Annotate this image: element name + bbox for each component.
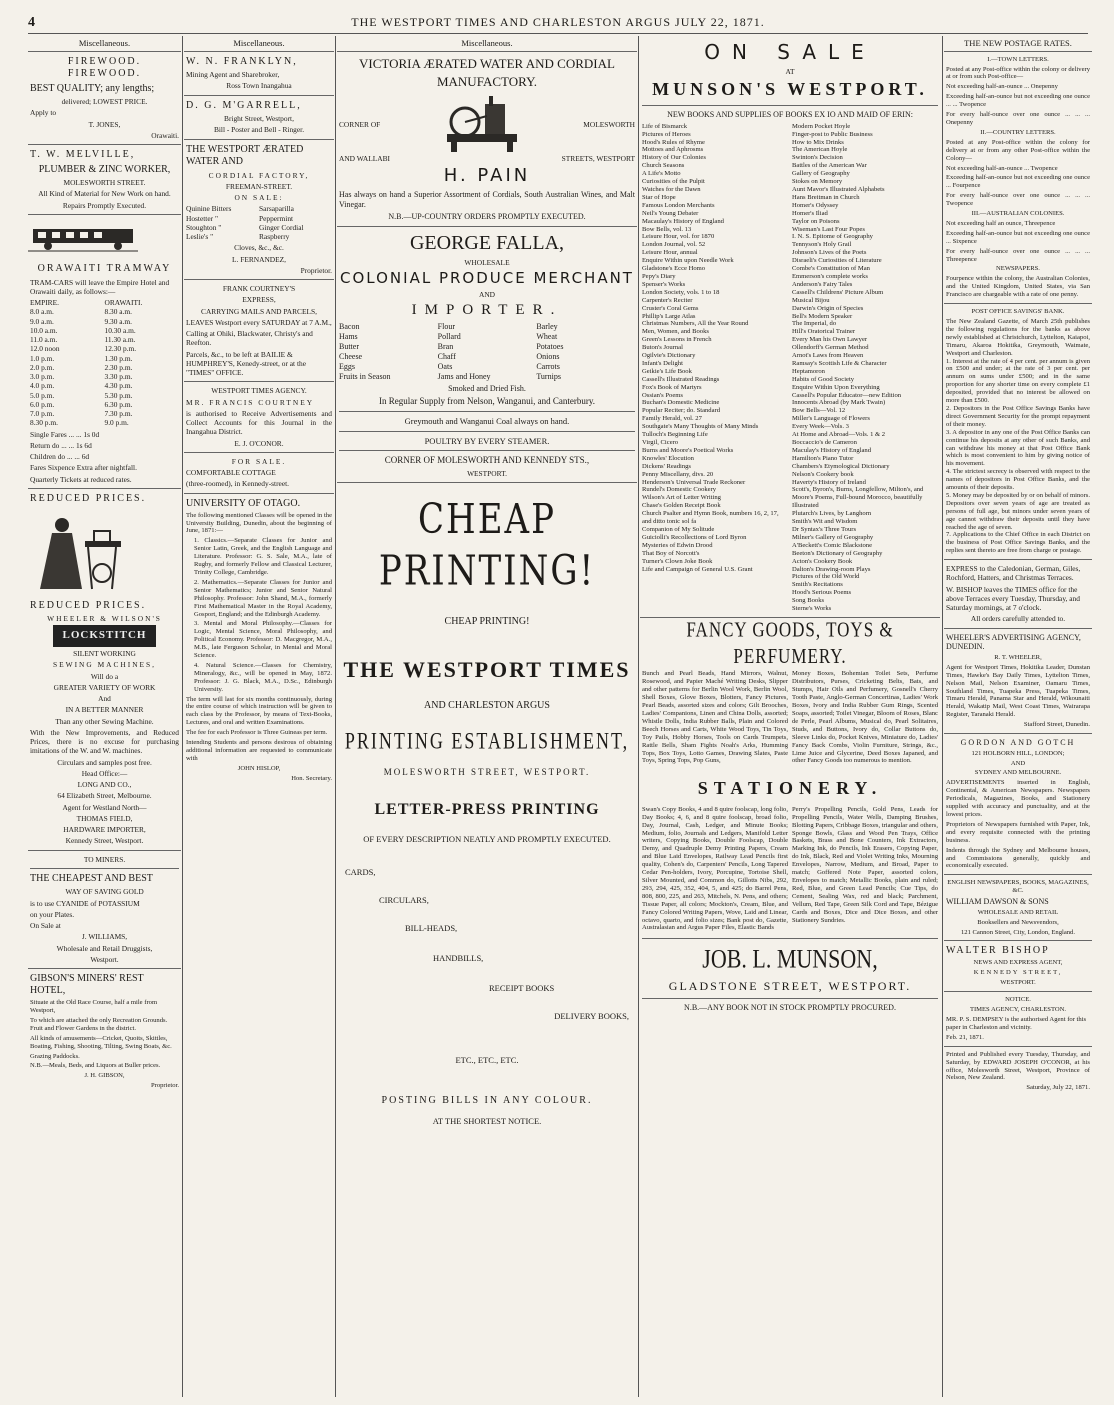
- timetable-cell: 1.30 p.m.: [104, 353, 133, 363]
- drink-item: Hostetter ": [186, 213, 218, 223]
- book-title: Famous London Merchants: [642, 201, 715, 209]
- book-title: That Boy of Norcott's: [642, 549, 700, 557]
- timetable-cell: 2.30 p.m.: [104, 362, 133, 372]
- book-title: Penny Miscellany, divs. 20: [642, 470, 714, 478]
- falla-ad: GEORGE FALLA, WHOLESALE COLONIAL PRODUCE MERCHANT AND IMPORTER. Bacon Flour Barley Hams Pollard Wheat Butter Bran Potatoes Cheese Chaff Onions Eggs Oats Carrots Fruits in Season Jams and Honey Turnips Smoked and Dried Fish. In Regular Supply from Nelson, Wanganui, and Canterbury. Greymouth and Wanganui Coal always on hand. POULTRY BY EVERY STEAMER. CORNER OF MOLESWORTH AND KENNEDY STS., WESTPORT.: [339, 231, 634, 478]
- pain-name: H. PAIN: [443, 165, 531, 187]
- column-rule: [182, 36, 183, 1397]
- book-title: London Journal, vol. 52: [642, 241, 706, 249]
- postage-line: For every half-ounce over one ounce ... ... ... Onepenny: [946, 111, 1090, 126]
- postage-heading: NEWSPAPERS.: [996, 265, 1040, 273]
- timetable-row: [30, 372, 179, 381]
- timetable-row: [30, 363, 179, 372]
- miners-ad: TO MINERS. THE CHEAPEST AND BEST WAY OF SAVING GOLD is to use CYANIDE of POTASSIUM on your Plates. On Sale at J. WILLIAMS, Wholesale and Retail Druggists, Westport.: [30, 855, 179, 965]
- book-title: Knowles' Elocution: [642, 454, 694, 462]
- produce-row: [339, 372, 635, 382]
- produce-item: Carrots: [536, 361, 560, 371]
- firewood-ad: FIREWOOD. FIREWOOD. BEST QUALITY; any lengths; delivered; LOWEST PRICE. Apply to T. JONES, Orawaiti.: [30, 55, 179, 140]
- munson-name: MUNSON'S WESTPORT.: [652, 79, 928, 100]
- drink-item: Quinine Bitters: [186, 204, 232, 214]
- timetable-row: [30, 409, 179, 418]
- timetable-row: [30, 335, 179, 344]
- imprint: Printed and Published every Tuesday, Thursday, and Saturday, by EDWARD JOSEPH O'CONOR, at his office, Molesworth Street, Westport, Province of Nelson, New Zealand. Saturday, July 22, 1871.: [946, 1050, 1090, 1092]
- book-title: Musical Bijou: [792, 296, 830, 304]
- postage-heading: II.—COUNTRY LETTERS.: [980, 128, 1056, 136]
- book-title: Miller's Language of Flowers: [792, 415, 870, 423]
- book-title: A Life's Motto: [642, 170, 681, 178]
- timetable-cell: 2.0 p.m.: [30, 362, 55, 372]
- sewing-woman-engraving: [30, 511, 130, 591]
- book-title: Dalton's Drawing-room Plays: [792, 565, 871, 573]
- timetable-row: [30, 400, 179, 409]
- book-title: Aunt Mavor's Illustrated Alphabets: [792, 186, 885, 193]
- book-title: Life and Campaign of General U.S. Grant: [642, 565, 753, 573]
- book-title: Bow Bells—Vol. 12: [792, 407, 846, 415]
- courtney-express-ad: FRANK COURTNEY'S EXPRESS, CARRYING MAILS AND PARCELS, LEAVES Westport every SATURDAY at 7 A.M., Calling at Ohiki, Blackwater, Christy's and Reefton. Parcels, &c., to be left at BAILIE & HUMPHREY'S, Kenedy-street, or at the "TIMES" OFFICE.: [186, 284, 332, 378]
- column-3: [337, 36, 637, 1397]
- book-title: Spenser's Works: [642, 280, 686, 288]
- book-title: Haverty's History of Ireland: [792, 478, 866, 486]
- book-title: Mottoes and Aphrosms: [642, 146, 704, 154]
- timetable-cell: 11.0 a.m.: [30, 335, 58, 345]
- melville-ad: T. W. MELVILLE, PLUMBER & ZINC WORKER, MOLESWORTH STREET. All Kind of Material for New Work on hand. Repairs Promptly Executed.: [30, 149, 171, 210]
- timetable-cell: 5.30 p.m.: [104, 390, 133, 400]
- franklyn-ad: W. N. FRANKLYN, Mining Agent and Sharebroker, Ross Town Inangahua: [186, 55, 298, 91]
- book-title: Enquire Within Upon Everything: [792, 383, 880, 391]
- timetable-cell: 6.30 p.m.: [104, 399, 133, 409]
- drink-item: Leslie's ": [186, 232, 214, 242]
- drinks-list: [186, 204, 332, 241]
- column-2: [184, 36, 334, 1397]
- express-terraces-ad: EXPRESS to the Caledonian, German, Giles, Rochford, Hatters, and Christmas Terraces. W. BISHOP leaves the TIMES office for the above Terraces every Tuesday, Thursday, and Saturday mornings, at 7 o'clock. All orders carefully attended to.: [946, 564, 1081, 624]
- book-title: Habits of Good Society: [792, 375, 855, 383]
- timetable-cell: 10.0 a.m.: [30, 325, 58, 335]
- produce-item: Oats: [437, 361, 453, 371]
- timetable-row: [30, 317, 179, 326]
- book-title: Rundel's Domestic Cookery: [642, 486, 717, 494]
- postage-line: Posted at any Post-office within the colony for delivery at or from any other Post-office within the Colony—: [946, 138, 1090, 162]
- produce-item: Bacon: [339, 321, 360, 331]
- book-title: Turner's Clown Joke Book: [642, 557, 713, 565]
- book-title: Watches for the Dawn: [642, 186, 701, 193]
- book-title: Guiciolli's Recollections of Lord Byron: [642, 533, 747, 541]
- book-title: Cruster's Coral Gems: [642, 304, 699, 312]
- book-title: Innocents Abroad (by Mark Twain): [792, 399, 886, 407]
- book-title: Heptamoron: [792, 367, 825, 375]
- produce-item: Fruits in Season: [339, 371, 391, 381]
- timetable-cell: 8.0 a.m.: [30, 307, 54, 317]
- book-title: London Society, vols. 1 to 18: [642, 288, 720, 296]
- book-title: Tulloch's Beginning Life: [642, 431, 708, 439]
- postage-heading: III.—AUSTRALIAN COLONIES.: [971, 210, 1065, 218]
- book-title: Ollendorff's German Method: [792, 344, 869, 352]
- charleston-agency-notice: NOTICE. TIMES AGENCY, CHARLESTON. MR. P. S. DEMPSEY is the authorised Agent for this paper in Charleston and vicinity. Feb. 21, 1871.: [946, 996, 1087, 1041]
- book-title: Taylor on Poisons: [792, 217, 840, 225]
- section-caption: Miscellaneous.: [337, 36, 637, 52]
- book-title: Ossian's Poems: [642, 391, 683, 399]
- timetable-cell: 4.0 p.m.: [30, 381, 55, 391]
- book-title: Milner's Gallery of Geography: [792, 533, 874, 541]
- book-title: The Imperial, do: [792, 320, 837, 328]
- cheap-printing-headline: CHEAP PRINTING!: [378, 495, 596, 595]
- timetable-cell: 3.30 p.m.: [104, 372, 133, 382]
- timetable-cell: 12.30 p.m.: [104, 344, 137, 354]
- savings-bank-notice: POST OFFICE SAVINGS' BANK. The New Zealand Gazette, of March 25th publishes the following regulations for the banks as above newly established at Christchurch, Lyttelton, Kaiapoi, Timaru, Akaroa Hokitika, Greymouth, Waimate, Westport and Charleston. 1. Interest at the rate of 4 per cent. per annum is given on £500 and under; at the rate of 3 per cent. per annum on sums under £500; and in the same proportion for any shorter time on every complete £1 deposited, provided that no interest be allowed on more than £500. 2. Depositors in the Post Office Savings Banks have direct Government Security for the prompt repayment of their money. 3. A depositor in any one of the Post Office Banks can continue his deposits at any other of such Banks, and can withdraw his money at that Post Office Bank which is most convenient to him by giving notice of his movement. 4. The strictest secrecy is observed with respect to the names of depositors in Post Office Banks, and the amounts of their deposits. 5. Money may be deposited by or on behalf of minors. Depositors over seven years of age are treated as persons of full age, but minors under seven years of age cannot withdraw their deposits until they have reached the age of seven. 7. Applications to the Chief Office in each District on the business of Post Office Savings Banks, and the replies sent thereto are free from charge or postage.: [946, 308, 1090, 555]
- book-title: Hans Breitman in Church: [792, 193, 860, 201]
- book-title: I. N. S. Epitome of Geography: [792, 233, 873, 241]
- page-number: 4: [28, 14, 36, 30]
- book-title: Pictures of the Old World: [792, 573, 860, 581]
- otago-university-ad: UNIVERSITY OF OTAGO. The following mentioned Classes will be opened in the University Building, Dunedin, about the beginning of June, 1871:— 1. Classics.—Separate Classes for Junior and Senior Latin, Greek, and the English Language and Literature. Professor: G. S. Sale, M.A., late of Rugby, and formerly Fellow and Classical Lecturer, Trinity College, Cambridge. 2. Mathematics.—Separate Classes for Junior and Senior Mathematics; Junior and Senior Natural Philosophy. Professor: John Shand, M.A., formerly First Mathematical Master in the Royal Academy, Gosport, England; and the Edinburgh Academy. 3. Mental and Moral Philosophy.—Classes for Logic, Mental Science, Moral Philosophy, and Political Economy. Professor: D. Macgregor, M.A., M.B., late Ferguson Scholar, in Mental and Moral Science. 4. Natural Science.—Classes for Chemistry, Mineralogy, &c., will be opened in May, 1872. Professor: J. G. Black, M.A., D.Sc., Edinburgh University. The term will last for six months continuously, during the entire course of which instruction will be given to each class by the Professor, by means of Text-Books, Lectures, and oral and written Examinations. The fee for each Professor is Three Guineas per term. Intending Students and persons desirous of obtaining additional information are requested to communicate with JOHN HISLOP, Hon. Secretary.: [186, 497, 332, 782]
- timetable-row: [30, 418, 179, 427]
- steam-engine-engraving: [437, 94, 527, 154]
- postage-line: For every half-ounce over one ounce ... ... ... Threepence: [946, 247, 1090, 263]
- postage-rates: [946, 56, 1090, 299]
- book-title: Bow Bells, vol. 13: [642, 225, 692, 233]
- postage-line: Exceeding half-an-ounce but not exceeding one ounce ... Sixpence: [946, 229, 1090, 245]
- book-title: Men, Women, and Books: [642, 328, 709, 336]
- munson-books-ad: ON SALE AT MUNSON'S WESTPORT. NEW BOOKS AND SUPPLIES OF BOOKS EX IO AND MAID OF ERIN: Life of Bismarck Pictures of Heroes Hood's Rules of Rhyme Mottoes and Aphrosms History of Our Colonies Church Seasons A Life's Motto Curiosities of the Pulpit Watches for the Dawn Star of Hope Famous London Merchants Neil's Young Debater Macaulay's History of England Bow Bells, vol. 13 Leisure Hour, vol. for 1870 London Journal, vol. 52 Leisure Hour, annual Enquire Within upon Needle Work Gladstone's Ecce Homo Pepy's Diary Spenser's Works London Society, vols. 1 to 18 Carpenter's Reciter Cruster's Coral Gems Phillip's Large Atlas Christmas Numbers, All the Year Round Men, Women, and Books Green's Lessons in French Buton's Journal Ogilvie's Dictionary Infant's Delight Geikie's Life Book Cassell's Illustrated Readings Fox's Book of Martyrs Ossian's Poems Buchan's Domestic Medicine Popular Reciter; do. Standard Family Herald, vol. 27 Southgate's Many Thoughts of Many Minds Tulloch's Beginning Life Virgil, Cicero Burns and Moore's Poetical Works Knowles' Elocution Dickens' Readings Penny Miscellany, divs. 20 Henderson's Universal Trade Reckoner Rundel's Domestic Cookery Wilson's Art of Letter Writing Chase's Golden Receipt Book Church Psalter and Hymn Book, numbers 16, 2, 17, and ditto tonic sol fa Companion of My Solitude Guiciolli's Recollections of Lord Byron Mysteries of Edwin Drood That Boy of Norcott's Turner's Clown Joke Book Life and Campaign of General U.S. Grant Modern Pocket Hoyle Finger-post to Public Business How to Mix Drinks The American Hoyle Swinton's Decision Battles of the American War Gallery of Geography Stokes on Memory Aunt Mavor's Illustrated Alphabets Hans Breitman in Church Homer's Odyssey Homer's Iliad Taylor on Poisons Wiseman's Last Four Popes I. N. S. Epitome of Geography Tennyson's Holy Grail Johnson's Lives of the Poets Disraeli's Curiosities of Literature Combe's Constitution of Man Emmerson's complete works Anderson's Fairy Tales Cassell's Childrens' Picture Album Musical Bijou Darwin's Origin of Species Bell's Modern Speaker The Imperial, do Hill's Oratorical Trainer Every Man his Own Lawyer Ollendorff's German Method Arnot's Laws from Heaven Ramsay's Scottish Life & Character Heptamoron Habits of Good Society Enquire Within Upon Everything Cassell's Popular Educator—new Edition Innocents Abroad (by Mark Twain) Bow Bells—Vol. 12 Miller's Language of Flowers Every Week—Vols. 3 At Home and Abroad—Vols. 1 & 2 Boccaccio's de Cameron Maculay's History of England Hamilton's Piano Tutor Chambers's Etymological Dictionary Nelson's Cookery book Haverty's History of Ireland Scott's, Byron's, Burns, Longfellow, Milton's, and Moore's Poems, Full-bound Morocco, beautifully Illustrated Plutarch's Lives, by Langhorn Smith's Wit and Wisdom Dr Syntax's Three Tours Milner's Gallery of Geography A'Beckett's Comic Blackstone Beeton's Dictionary of Geography Acton's Cookery Book Dalton's Drawing-room Plays Pictures of the Old World Smith's Recitations Hood's Serious Poems Song Books Sterne's Works: [642, 40, 938, 613]
- produce-item: Barley: [536, 321, 558, 331]
- produce-item: Wheat: [536, 331, 558, 341]
- westport-times-name: THE WESTPORT TIMES: [343, 657, 631, 683]
- produce-item: Potatoes: [536, 341, 564, 351]
- postage-line: Posted at any Post-office within the colony or delivery at or from such Post-office—: [946, 65, 1090, 81]
- book-title: Stokes on Memory: [792, 178, 843, 186]
- tramway-ad: ORAWAITI TRAMWAY TRAM-CARS will leave the Empire Hotel and Orawaiti daily, as follows:— EMPIRE. ORAWAITI. 8.0 a.m. 8.30 a.m. 9.0 a.m. 9.30 a.m. 10.0 a.m. 10.30 a.m. 11.0 a.m. 11.30 a.m. 12.0 noon 12.30 p.m. 1.0 p.m. 1.30 p.m. 2.0 p.m. 2.30 p.m. 3.0 p.m. 3.30 p.m. 4.0 p.m. 4.30 p.m. 5.0 p.m. 5.30 p.m. 6.0 p.m. 6.30 p.m. 7.0 p.m. 7.30 p.m. 8.30 p.m. 9.0 p.m. Single Fares ... ... 1s 0d Return do ... ... 1s 6d Children do ... ... 6d Fares Sixpence Extra after nightfall. Quarterly Tickets at reduced rates.: [30, 263, 179, 484]
- postage-line: Exceeding half-an-ounce but not exceeding one ounce ... ... Twopence: [946, 93, 1090, 109]
- book-title: Burns and Moore's Poetical Works: [642, 446, 734, 454]
- timetable-cell: 9.0 p.m.: [104, 418, 129, 428]
- drink-row: [186, 204, 332, 213]
- produce-item: Chaff: [437, 351, 456, 361]
- postage-line: Fourpence within the colony, the Australian Colonies, and the United Kingdom, United States, via San Francisco are chargeable with a rate of one penny.: [946, 275, 1090, 299]
- book-title: Star of Hope: [642, 193, 676, 201]
- book-title: Neil's Young Debater: [642, 209, 699, 217]
- timetable-cell: 8.30 a.m.: [104, 307, 133, 317]
- produce-row: [339, 342, 635, 352]
- timetable-cell: 12.0 noon: [30, 344, 60, 354]
- produce-row: [339, 322, 635, 332]
- book-title: History of Our Colonies: [642, 154, 706, 162]
- book-title: Maculay's History of England: [792, 446, 872, 454]
- drink-row: [186, 232, 332, 241]
- timetable-cell: 11.30 a.m.: [104, 335, 136, 345]
- book-title: Smith's Recitations: [792, 581, 843, 589]
- book-title: Scott's, Byron's, Burns, Longfellow, Milton's, and Moore's Poems, Full-bound Morocco, beautifully Illustrated: [792, 486, 924, 510]
- timetable: [30, 307, 179, 427]
- book-title: Hood's Rules of Rhyme: [642, 138, 705, 146]
- timetable-cell: 5.0 p.m.: [30, 390, 55, 400]
- printing-items: CARDS, CIRCULARS, BILL-HEADS, HANDBILLS, RECEIPT BOOKS DELIVERY BOOKS,: [345, 866, 629, 1021]
- book-title: Church Psalter and Hymn Book, numbers 16, 2, 17, and ditto tonic sol fa: [642, 510, 779, 526]
- book-title: Tennyson's Holy Grail: [792, 241, 852, 249]
- timetable-row: [30, 344, 179, 353]
- book-title: Plutarch's Lives, by Langhorn: [792, 510, 872, 518]
- tram-car-engraving: [28, 223, 138, 253]
- drink-item: Stoughton ": [186, 222, 222, 232]
- times-agency-ad: WESTPORT TIMES AGENCY. MR. FRANCIS COURTNEY is authorised to Receive Advertisements and Collect Accounts for this Journal in the Inangahua District. E. J. O'CONOR.: [186, 386, 332, 448]
- book-title: Church Seasons: [642, 162, 685, 170]
- book-title: Henderson's Universal Trade Reckoner: [642, 478, 746, 486]
- book-title: Carpenter's Reciter: [642, 296, 693, 304]
- produce-item: Jams and Honey: [437, 371, 491, 381]
- produce-item: Eggs: [339, 361, 355, 371]
- book-title: Finger-post to Public Business: [792, 130, 873, 138]
- book-title: Enquire Within upon Needle Work: [642, 257, 734, 265]
- drink-item: Ginger Cordial: [259, 222, 304, 232]
- produce-row: [339, 332, 635, 342]
- produce-item: Flour: [437, 321, 455, 331]
- produce-item: Turnips: [536, 371, 561, 381]
- produce-row: [339, 352, 635, 362]
- sewing-machine-ad: REDUCED PRICES. REDUCED PRICES. WHEELER & WILSON'S LOCKSTITCH SILENT WORKING SEWING MACHINES, Will do a GREATER VARIETY OF WORK And IN A BETTER MANNER Than any other Sewing Machine. With the New Improvements, and Reduced Prices, there is no excuse for purchasing imitations of the W. and W. machines. Circulars and samples post free. Head Office:— LONG AND CO., 64 Elizabeth Street, Melbourne. Agent for Westland North— THOMAS FIELD, HARDWARE IMPORTER, Kennedy Street, Westport.: [30, 492, 179, 846]
- masthead-title: THE WESTPORT TIMES AND CHARLESTON ARGUS JULY 22, 1871.: [351, 15, 765, 29]
- book-title: Phillip's Large Atlas: [642, 312, 696, 320]
- book-title: Companion of My Solitude: [642, 525, 715, 533]
- book-title: Family Herald, vol. 27: [642, 415, 702, 423]
- book-title: Cassell's Popular Educator—new Edition: [792, 391, 902, 399]
- walter-bishop-ad: WALTER BISHOP NEWS AND EXPRESS AGENT, KENNEDY STREET, WESTPORT.: [946, 945, 1063, 987]
- column-1: [28, 36, 181, 1397]
- postage-line: Exceeding half-an-ounce but not exceeding one ounce ... Fourpence: [946, 174, 1090, 190]
- book-title: Smith's Wit and Wisdom: [792, 518, 858, 526]
- page-header: [28, 12, 1088, 34]
- postage-line: Not exceeding half an ounce, Threepence: [946, 219, 1056, 227]
- timetable-cell: 9.0 a.m.: [30, 316, 54, 326]
- book-title: Curiosities of the Pulpit: [642, 178, 705, 186]
- timetable-cell: 1.0 p.m.: [30, 353, 55, 363]
- book-title: Hood's Serious Poems: [792, 589, 852, 597]
- produce-item: Pollard: [437, 331, 461, 341]
- postage-line: For every half-ounce over one ounce ... ... ... Twopence: [946, 192, 1090, 208]
- produce-item: Onions: [536, 351, 560, 361]
- wheeler-agency-ad: WHEELER'S ADVERTISING AGENCY, DUNEDIN. R. T. WHEELER, Agent for Westport Times, Hokitika Leader, Dunstan Times, Hawke's Bay Daily Times, Lyttelton Times, Nelson Mail, Nelson Examiner, Oamaru Times, Southland Times, Tuapeka Press, Tuapeka Times, Timaru Herald, Panama Star and Herald, Wikounaiti Herald, Wakatip Mail, West Coast Times, Wairarapa Register, Taranaki Herald. Stafford Street, Dunedin.: [946, 632, 1090, 729]
- book-title: Buchan's Domestic Medicine: [642, 399, 720, 407]
- book-title: Anderson's Fairy Tales: [792, 280, 853, 288]
- column-5: [944, 36, 1092, 1397]
- lockstitch-logo: LOCKSTITCH: [53, 625, 157, 647]
- book-title: Nelson's Cookery book: [792, 470, 854, 478]
- cottage-for-sale-ad: FOR SALE. COMFORTABLE COTTAGE (three-roomed), in Kennedy-street.: [186, 456, 290, 489]
- book-title: Cassell's Childrens' Picture Album: [792, 288, 884, 296]
- book-title: Buton's Journal: [642, 344, 683, 352]
- section-caption: Miscellaneous.: [184, 36, 334, 52]
- book-title: Virgil, Cicero: [642, 439, 679, 446]
- book-title: Macaulay's History of England: [642, 217, 724, 225]
- book-title: Swinton's Decision: [792, 154, 843, 162]
- timetable-cell: 7.30 p.m.: [104, 409, 133, 419]
- book-title: Gladstone's Ecce Homo: [642, 265, 706, 273]
- column-rule: [638, 36, 639, 1397]
- book-title: Geikie's Life Book: [642, 367, 692, 375]
- book-title: Battles of the American War: [792, 162, 867, 170]
- book-title: Arnot's Laws from Heaven: [792, 352, 864, 360]
- book-title: Dickens' Readings: [642, 462, 691, 470]
- postage-line: Not exceeding half-an-ounce ... Onepenny: [946, 83, 1058, 91]
- book-title: Leisure Hour, vol. for 1870: [642, 233, 715, 241]
- book-title: Chase's Golden Receipt Book: [642, 502, 721, 510]
- book-title: Modern Pocket Hoyle: [792, 122, 851, 130]
- column-4: [640, 36, 940, 1397]
- book-title: Ogilvie's Dictionary: [642, 352, 696, 360]
- timetable-row: [30, 391, 179, 400]
- column-rule: [942, 36, 943, 1397]
- drink-item: Sarsaparilla: [259, 204, 294, 214]
- fancy-goods-ad: FANCY GOODS, TOYS & PERFUMERY. Bunch and Pearl Beads, Hand Mirrors, Walnut, Rosewood, and Papier Maché Writing Desks, Slipper and other patterns for Berlin Wool Work, Berlin Wool, Shell Boxes, Glove Boxes, Blotters, Fancy Pictures, Pearl Beads, assorted sizes and colors; Gilt Brooches, Ladies' Companions, Linen and China Dolls, assorted; Whistle Dolls, India Rubber Balls, Plain and Colored Beech Horses and Carts, White Wood Toys, Tin Toys, Toy Pails, Hobby Horses, Tools on Cards Trumpets, Rattle Bells, Sham Fights Noah's Arks, Humming Tops, Box Toys, Lotto Games, Drawing Slates, Paste Toys, Spring Tops, Pop Guns, Money Boxes, Bohemian Toilet Sets, Perfume Distributors, Purses, Cricketing Belts, Bats, and Stumps, Hair Oils and Perfumery, Gosnell's Cherry Tooth Paste, Anglo-German Concertinas, Ladies' Work Boxes, Ivory and India Rubber Gum Rings, Scented Soaps, assorted; Toilet Vinegar, Bloom of Roses, Blanc de Perle, Pearl Albums, Musical do, Pearl Solitaires, Studs, and Buttons, Ivory do, Collar Buttons do, Sleeve Links do, Pocket Knives, Miniature do, Ladies' Fancy Back Combs, Violin Furniture, Strings, &c., Lime Juice and Glycerine, Deed Boxes Japaned, and other Fancy Goods too numerous to mention.: [642, 617, 938, 765]
- section-caption: Miscellaneous.: [28, 36, 181, 52]
- book-title: Fox's Book of Martyrs: [642, 383, 702, 391]
- dawson-ad: ENGLISH NEWSPAPERS, BOOKS, MAGAZINES, &C. WILLIAM DAWSON & SONS WHOLESALE AND RETAIL Booksellers and Newsvendors, 121 Cannon Street, City, London, England.: [946, 879, 1089, 936]
- book-title: Homer's Odyssey: [792, 201, 839, 209]
- book-title: How to Mix Drinks: [792, 138, 844, 146]
- produce-item: Butter: [339, 341, 359, 351]
- book-title: Beeton's Dictionary of Geography: [792, 549, 883, 557]
- book-title: Mysteries of Edwin Drood: [642, 541, 713, 549]
- book-title: Green's Lessons in French: [642, 336, 712, 344]
- book-title: Popular Reciter; do. Standard: [642, 407, 721, 415]
- timetable-row: [30, 307, 179, 316]
- drink-row: [186, 223, 332, 232]
- book-title: Life of Bismarck: [642, 122, 688, 130]
- timetable-header: EMPIRE. ORAWAITI.: [30, 298, 143, 308]
- aerated-factory-ad: THE WESTPORT ÆRATED WATER AND CORDIAL FACTORY, FREEMAN-STREET. ON SALE: Quinine Bitters Sarsaparilla Hostetter " Peppermint Stoughton " Ginger Cordial Leslie's " Raspberry Cloves, &c., &c. L. FERNANDEZ, Proprietor.: [186, 143, 332, 275]
- book-title: Combe's Constitution of Man: [792, 265, 870, 273]
- produce-list: [339, 322, 635, 382]
- timetable-cell: 4.30 p.m.: [104, 381, 133, 391]
- produce-item: Bran: [437, 341, 454, 351]
- drink-item: Raspberry: [259, 232, 290, 242]
- book-title: The American Hoyle: [792, 146, 848, 154]
- timetable-cell: 3.0 p.m.: [30, 372, 55, 382]
- timetable-row: [30, 354, 179, 363]
- book-title: Acton's Cookery Book: [792, 557, 853, 565]
- book-title: Southgate's Many Thoughts of Many Minds: [642, 423, 759, 431]
- book-title: Leisure Hour, annual: [642, 249, 698, 257]
- postage-heading: I.—TOWN LETTERS.: [987, 55, 1049, 63]
- book-title: Disraeli's Curiosities of Literature: [792, 257, 882, 265]
- victoria-aerated-ad: VICTORIA ÆRATED WATER AND CORDIAL MANUFACTORY. CORNER OF MOLESWORTH AND WALLABI STREETS, WESTPORT H. PAIN Has always on hand a Superior Assortment of Cordials, South Australian Wines, and Malt Vinegar. N.B.—UP-COUNTRY ORDERS PROMPTLY EXECUTED.: [339, 55, 635, 221]
- book-title: At Home and Abroad—Vols. 1 & 2: [792, 431, 886, 439]
- book-title: Emmerson's complete works: [792, 272, 868, 280]
- book-title: Christmas Numbers, All the Year Round: [642, 320, 749, 328]
- postage-line: Not exceeding half-an-ounce ... Twopence: [946, 164, 1058, 172]
- stationery-ad: STATIONERY. Swan's Copy Books, 4 and 8 quire foolscap, long folio, Day Books; 4, 6, and 8 quire foolscap, broad folio, Day, Journal, Cash, Ledger, and Minute Books; Medium, folio, Journals and Ledgers, Manifold Letter writers, Copying Books, Double Foolscap, Double Demy, and Quadruple Demy Printing Papers, Cream and Blue Laid Envelopes, Railway Lead Pencils first quality, Cohen's do, Carpenters' Pencils, Long Tapered Cedar Pen-holders, Ivory, Porcupine, Tortoise Shell, Silver Mounted, and Common do, Gillotts Nibs, 292, 293, 294, 425, 352, 404, 5, and 425; do Barrel Pens, 808, 800, 225, and 263, Mitchels, N. Pens, and others; Tissue Paper, all colors; Mockton's, Cream, Blue, and Fancy Colored Writing Papers, Wove, Laid and Linear, octavo, quarto, and folio sizes; Bank post do, Gazette, Australasian and Argus Paper Files, Elastic Bands Perry's Propelling Pencils, Gold Pens, Leads for Propelling Pencils, Water Wells, Damping Brushes, Blotting Papers, Cribbage Boxes, triangular and others, Sponge Bowls, Glass and Wood Pen Trays, Office Baskets, Brass and Bone Counters, Ink Extractors, Marking Ink, do Pencils, Ink Erasers, Copying Paper, do Ink, Black, Red and Violet Writing Inks, Mourning Envelopes, Narrow, Medium, and Broad, Paper to match; Goffered Note Paper, assorted colors, Envelopes to match; Metallic Books, plain and ruled; Red, Blue, and Green Lead Pencils; Cue Tips, do Cement, Sealing Wax, red and black; Parchment, Vellum, Red Tape, Green Silk Cord and Tape, Bézigue Cards and Boxes, Dice and Dice Boxes, and other Stationery Sundries. JOB. L. MUNSON, GLADSTONE STREET, WESTPORT. N.B.—ANY BOOK NOT IN STOCK PROMPTLY PROCURED.: [642, 778, 938, 1012]
- timetable-cell: 9.30 a.m.: [104, 316, 133, 326]
- book-title: Every Week—Vols. 3: [792, 423, 849, 431]
- book-title: Pictures of Heroes: [642, 130, 691, 138]
- book-title: Darwin's Origin of Species: [792, 304, 864, 312]
- drink-row: [186, 214, 332, 223]
- book-title: Cassell's Illustrated Readings: [642, 375, 720, 383]
- timetable-cell: 7.0 p.m.: [30, 409, 55, 419]
- book-title: Bell's Modern Speaker: [792, 312, 853, 320]
- timetable-cell: 6.0 p.m.: [30, 399, 55, 409]
- book-title: A'Beckett's Comic Blackstone: [792, 541, 873, 549]
- produce-row: [339, 362, 635, 372]
- book-title: Pepy's Diary: [642, 272, 676, 280]
- books-list: [642, 123, 938, 613]
- section-caption: THE NEW POSTAGE RATES.: [944, 36, 1092, 52]
- book-title: Gallery of Geography: [792, 170, 850, 178]
- book-title: Johnson's Lives of the Poets: [792, 249, 867, 257]
- book-title: Ramsay's Scottish Life & Character: [792, 359, 887, 367]
- book-title: Hamilton's Piano Tutor: [792, 454, 854, 462]
- book-title: Wilson's Art of Letter Writing: [642, 494, 721, 502]
- book-title: Hill's Oratorical Trainer: [792, 328, 856, 336]
- book-title: Song Books: [792, 597, 825, 605]
- timetable-cell: 10.30 a.m.: [104, 325, 136, 335]
- book-title: Homer's Iliad: [792, 209, 828, 217]
- column-rule: [335, 36, 336, 1397]
- timetable-row: [30, 381, 179, 390]
- book-title: Every Man his Own Lawyer: [792, 336, 868, 344]
- printing-ad: CHEAP PRINTING! CHEAP PRINTING! THE WESTPORT TIMES AND CHARLESTON ARGUS PRINTING ESTABLISHMENT, MOLESWORTH STREET, WESTPORT. LETTER-PRESS PRINTING OF EVERY DESCRIPTION NEATLY AND PROMPTLY EXECUTED. CARDS, CIRCULARS, BILL-HEADS, HANDBILLS, RECEIPT BOOKS DELIVERY BOOKS, ETC., ETC., ETC. POSTING BILLS IN ANY COLOUR. AT THE SHORTEST NOTICE.: [339, 503, 635, 1127]
- drink-item: Peppermint: [259, 213, 294, 223]
- timetable-cell: 8.30 p.m.: [30, 418, 58, 428]
- tramway-title: ORAWAITI TRAMWAY: [37, 263, 172, 275]
- book-title: Dr Syntax's Three Tours: [792, 525, 857, 533]
- book-title: Chambers's Etymological Dictionary: [792, 462, 890, 470]
- book-title: Boccaccio's de Cameron: [792, 439, 857, 446]
- timetable-row: [30, 326, 179, 335]
- gordon-gotch-ad: GORDON AND GOTCH 121 HOLBORN HILL, LONDON; AND SYDNEY AND MELBOURNE. ADVERTISEMENTS inserted in English, Continental, & American Newspapers. Newspapers Periodicals, Magazines, Books, and Stationery supplied with accuracy and punctuality, and at the lowest prices. Proprietors of Newspapers furnished with Paper, Ink, and every requisite connected with the printing business. Indents through the Sydney and Melbourne houses, and Commissions generally, quickly and economically executed.: [946, 738, 1090, 870]
- book-title: Wiseman's Last Four Popes: [792, 225, 865, 233]
- mgarrell-ad: D. G. M'GARRELL, Bright Street, Westport, Bill - Poster and Bell - Ringer.: [186, 99, 305, 135]
- produce-item: Hams: [339, 331, 358, 341]
- produce-item: Cheese: [339, 351, 363, 361]
- book-title: Infant's Delight: [642, 359, 683, 367]
- gibson-hotel-ad: GIBSON'S MINERS' REST HOTEL, Situate at the Old Race Course, half a mile from Westport, To which are attached the only Recreation Grounds. Fruit and Flower Gardens in the district. All kinds of amusements—Cricket, Quoits, Skittles, Boating, Fishing, Shooting, Tilting, Swing Boats, &c. Grazing Paddocks. N.B.—Meals, Beds, and Liquors at Buller prices. J. H. GIBSON, Proprietor.: [30, 973, 179, 1090]
- book-title: Sterne's Works: [792, 605, 832, 613]
